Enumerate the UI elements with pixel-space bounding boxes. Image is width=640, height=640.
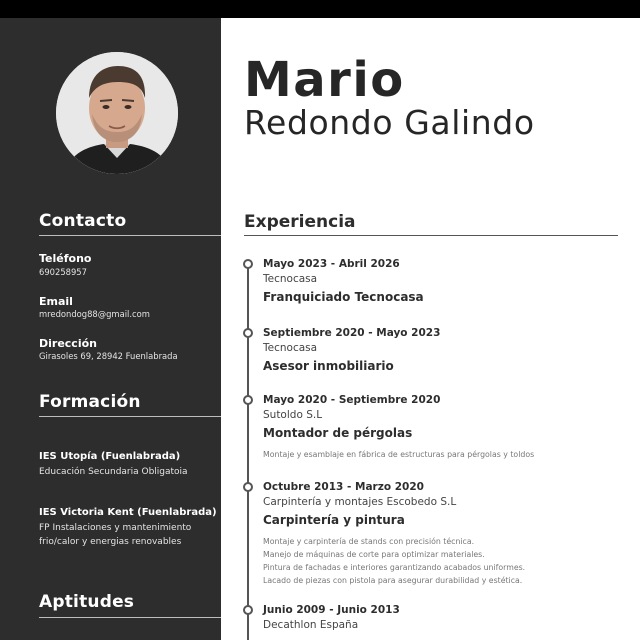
timeline-dot (243, 259, 253, 269)
job-dates: Junio 2009 - Junio 2013 (263, 604, 400, 616)
profile-photo (56, 52, 178, 174)
job-description-line: Montaje y esamblaje en fábrica de estructuras para pérgolas y toldos (263, 450, 535, 459)
experience-section-title: Experiencia (244, 212, 356, 232)
job-description-line: Pintura de fachadas e interiores garantizando acabados uniformes. (263, 563, 526, 572)
job-description-line: Manejo de máquinas de corte para optimizar materiales. (263, 550, 485, 559)
job-role: Carpintería y pintura (263, 513, 405, 527)
job-role: Asesor inmobiliario (263, 359, 394, 373)
address-value: Girasoles 69, 28942 Fuenlabrada (39, 351, 178, 361)
skills-divider (39, 617, 221, 618)
job-dates: Mayo 2023 - Abril 2026 (263, 258, 400, 270)
first-name: Mario (244, 52, 405, 108)
main-content (221, 18, 640, 640)
job-description-line: Montaje y carpintería de stands con precisión técnica. (263, 537, 475, 546)
job-dates: Mayo 2020 - Septiembre 2020 (263, 394, 441, 406)
address-label: Dirección (39, 337, 97, 350)
timeline-dot (243, 395, 253, 405)
job-company: Carpintería y montajes Escobedo S.L (263, 496, 457, 508)
job-role: Montador de pérgolas (263, 426, 413, 440)
phone-value: 690258957 (39, 267, 87, 277)
education-section-title: Formación (39, 392, 141, 412)
skills-section-title: Aptitudes (39, 592, 135, 612)
experience-divider (244, 235, 618, 236)
email-value: mredondog88@gmail.com (39, 309, 150, 319)
phone-label: Teléfono (39, 252, 92, 265)
education-school: IES Utopía (Fuenlabrada) (39, 451, 181, 462)
contact-divider (39, 235, 221, 236)
last-name: Redondo Galindo (244, 103, 535, 142)
sidebar (0, 18, 221, 640)
job-dates: Octubre 2013 - Marzo 2020 (263, 481, 424, 493)
job-description (263, 448, 623, 461)
job-company: Tecnocasa (263, 273, 318, 285)
job-dates: Septiembre 2020 - Mayo 2023 (263, 327, 441, 339)
education-description: FP Instalaciones y mantenimiento frio/calor y energias renovables (39, 523, 192, 547)
job-company: Sutoldo S.L (263, 409, 323, 421)
education-divider (39, 416, 221, 417)
education-description: Educación Secundaria Obligatoia (39, 467, 188, 477)
job-description-line: Lacado de piezas con pistola para asegurar durabilidad y estética. (263, 576, 523, 585)
timeline-dot (243, 605, 253, 615)
timeline-dot (243, 482, 253, 492)
contact-section-title: Contacto (39, 211, 127, 231)
job-description (263, 535, 623, 587)
timeline-line (247, 262, 249, 640)
education-school: IES Victoria Kent (Fuenlabrada) (39, 507, 217, 518)
job-company: Decathlon España (263, 619, 359, 631)
job-company: Tecnocasa (263, 342, 318, 354)
timeline-dot (243, 328, 253, 338)
top-black-bar (0, 0, 640, 18)
email-label: Email (39, 295, 73, 308)
job-role: Franquiciado Tecnocasa (263, 290, 424, 304)
